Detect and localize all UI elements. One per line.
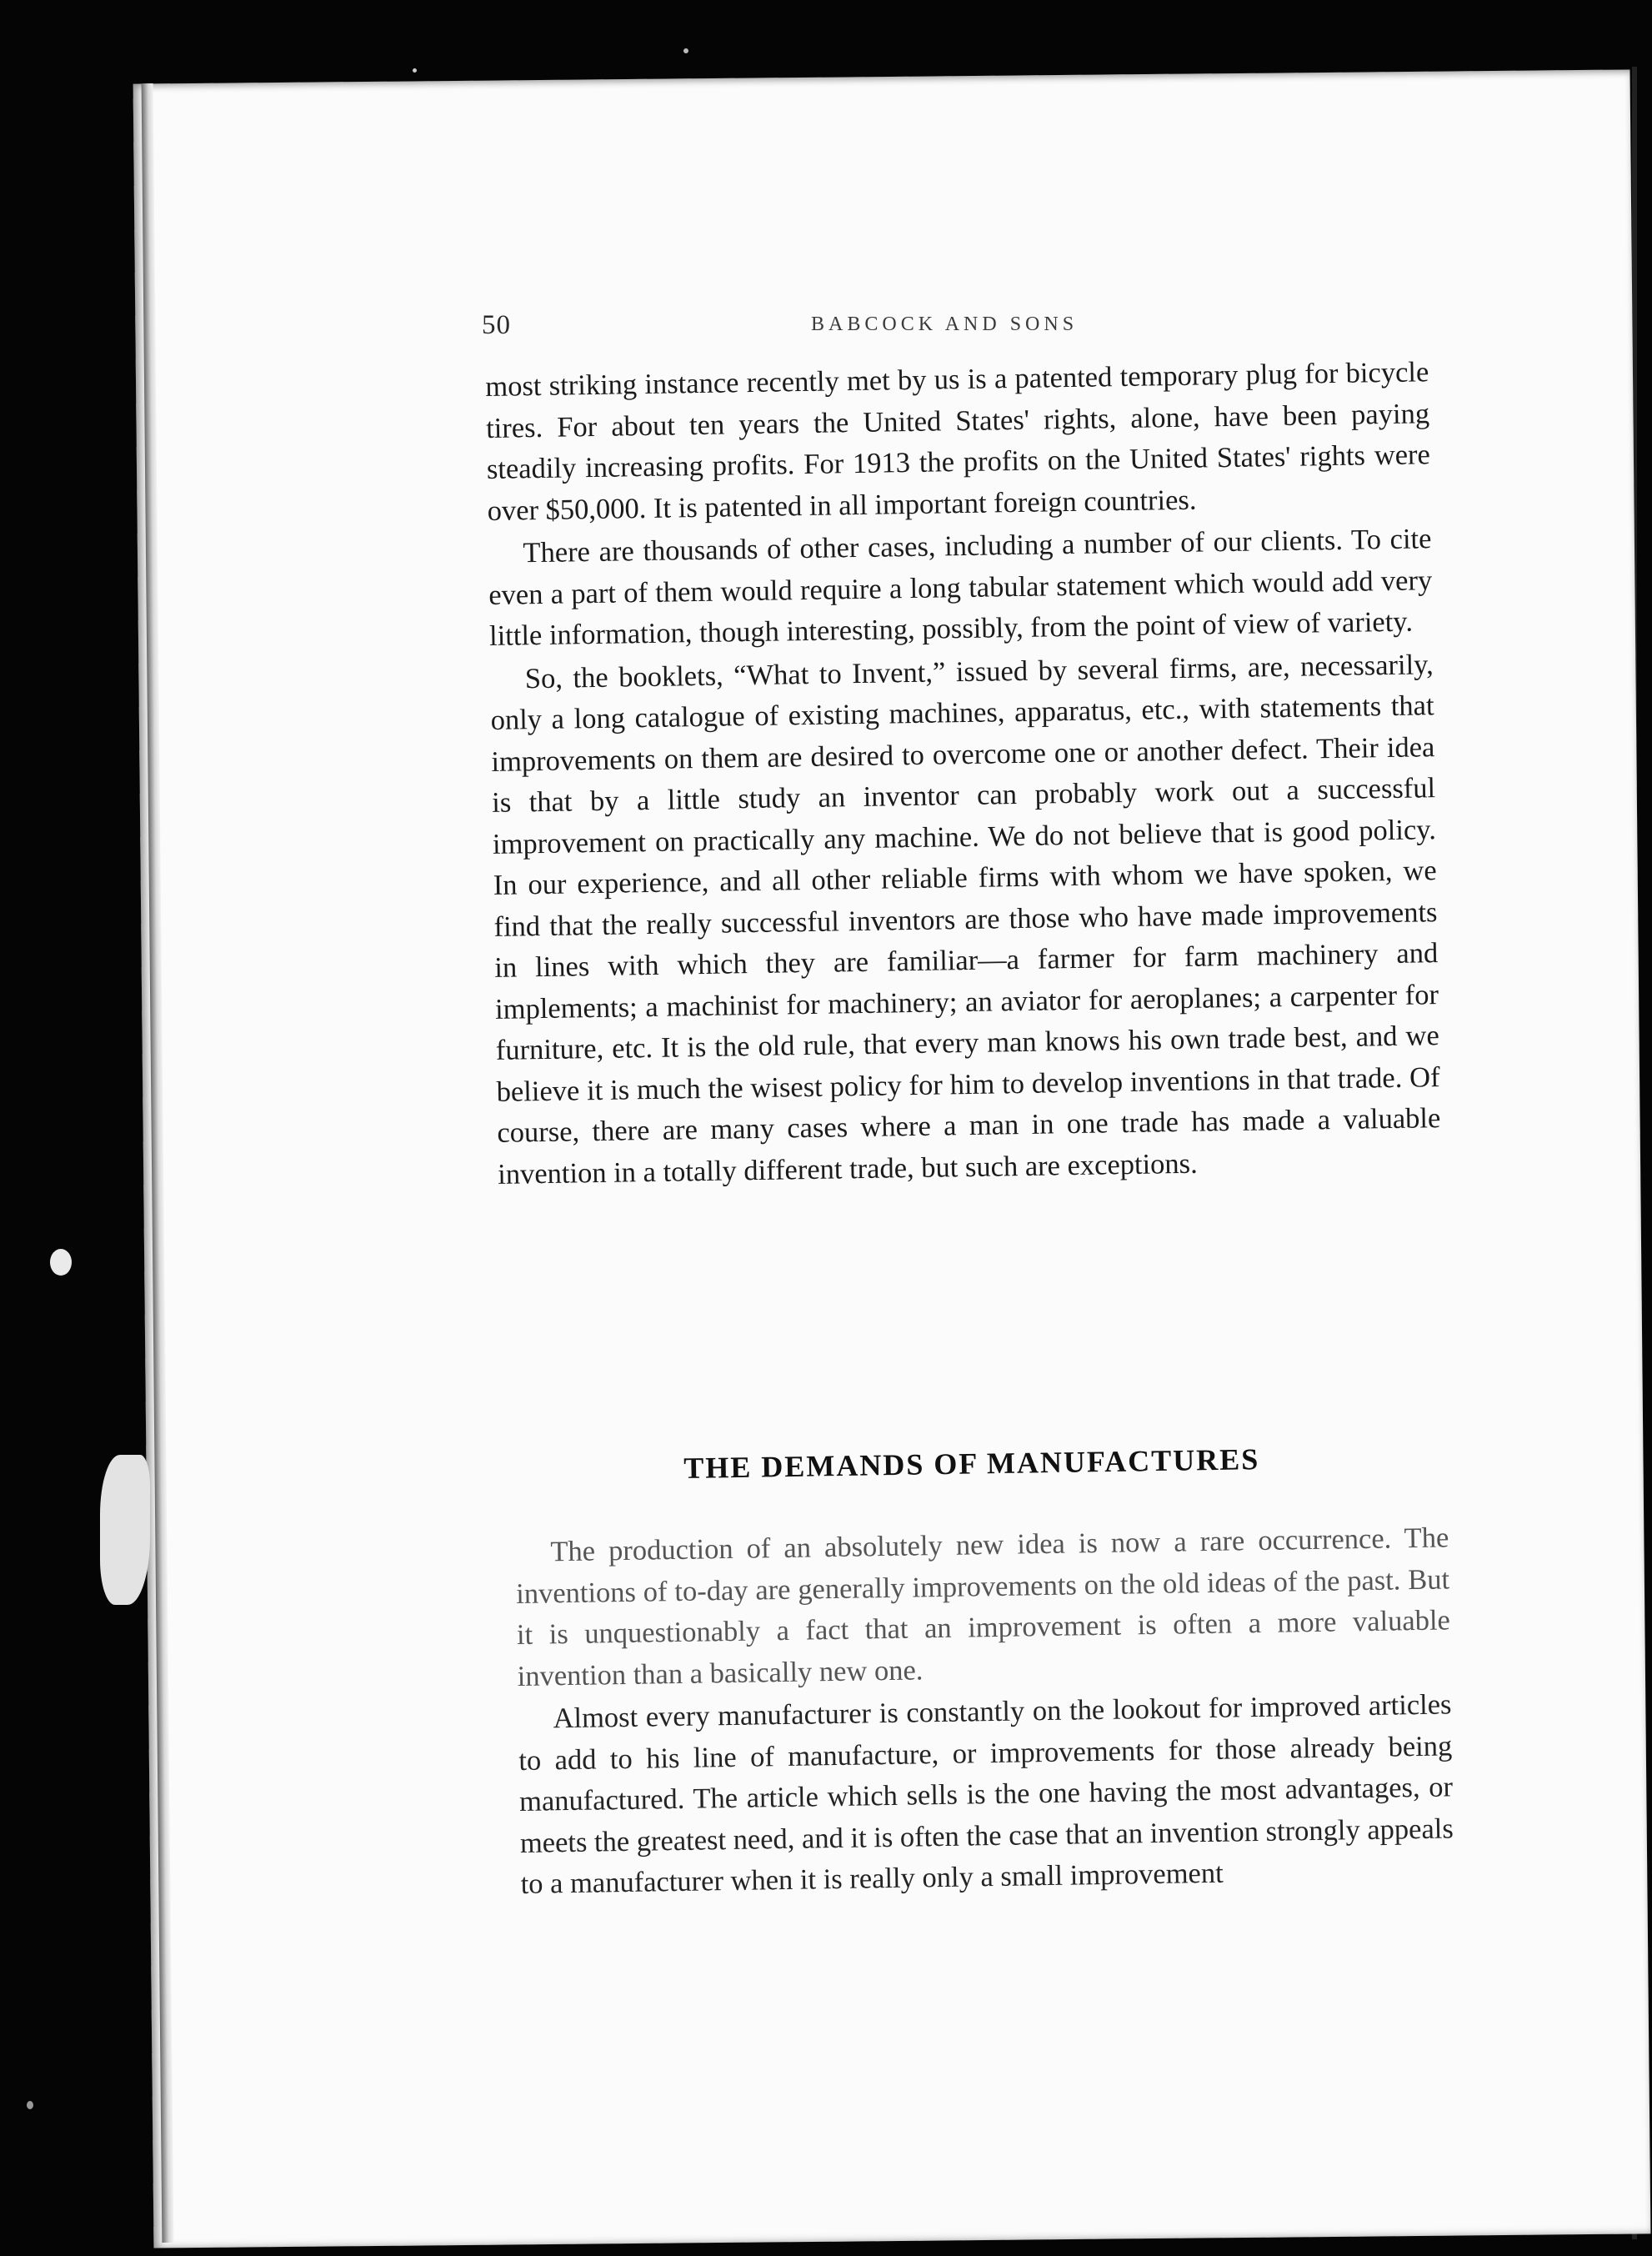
body-text-section-2 (515, 1516, 1454, 1905)
page-number: 50 (482, 310, 511, 340)
scan-speck (27, 2101, 33, 2109)
paragraph: Almost every manufacturer is constantly on the lookout for improved articles to add to his line of manufacture, or improvements for those already being manufactured. The article which sells is the one having the most advantages, or meets the greatest need, and it is often the case that an invention strongly appeals to a manufacturer when it is really only a small improvement (518, 1688, 1454, 1900)
scan-speck (413, 68, 417, 73)
paragraph: There are thousands of other cases, including a number of our clients. To cite even a part of them would require a long tabular statement which would add very little information, though interesting, possibly, from the point of view of variety. (488, 523, 1433, 652)
paragraph: So, the booklets, “What to Invent,” issued by several firms, are, necessarily, only a long catalogue of existing machines, apparatus, etc., with statements that improvements on them are desired to overcome one or another defect. Their idea is that by a little study an inventor can probably work out a successful improvement on practically any machine. We do not believe that is good policy. In our experience, and all other reliable firms with whom we have spoken, we find that the really successful inventors are those who have made improvements in lines with which they are familiar—a farmer for farm machinery and implements; a machinist for machinery; an aviator for aeroplanes; a carpenter for furniture, etc. It is the old rule, that every man knows his own trade best, and we believe it is much the wisest policy for him to develop inventions in that trade. Of course, there are many cases where a man in one trade has made a valuable invention in a totally different trade, but such are exceptions. (490, 648, 1441, 1191)
scan-speck (50, 1249, 72, 1276)
paragraph: The production of an absolutely new idea is now a rare occurrence. The inventions of to-day are generally improvements on the old ideas of the past. But it is unquestionably a fact that an improvement is often a more valuable invention than a basically new one. (515, 1522, 1451, 1692)
scan-speck (100, 1455, 150, 1605)
paragraph: most striking instance recently met by us is a patented temporary plug for bicycle tires. For about ten years the United States' rights, alone, have been paying steadily increasing profits. For 1913 the profits on the United States' rights were over $50,000. It is patented in all important foreign countries. (485, 356, 1431, 527)
body-text-section-1 (485, 352, 1441, 1196)
page-header (482, 310, 1440, 348)
scan-speck (683, 48, 688, 53)
section-heading: THE DEMANDS OF MANUFACTURES (683, 1442, 1260, 1485)
running-head: BABCOCK AND SONS (811, 313, 1079, 335)
